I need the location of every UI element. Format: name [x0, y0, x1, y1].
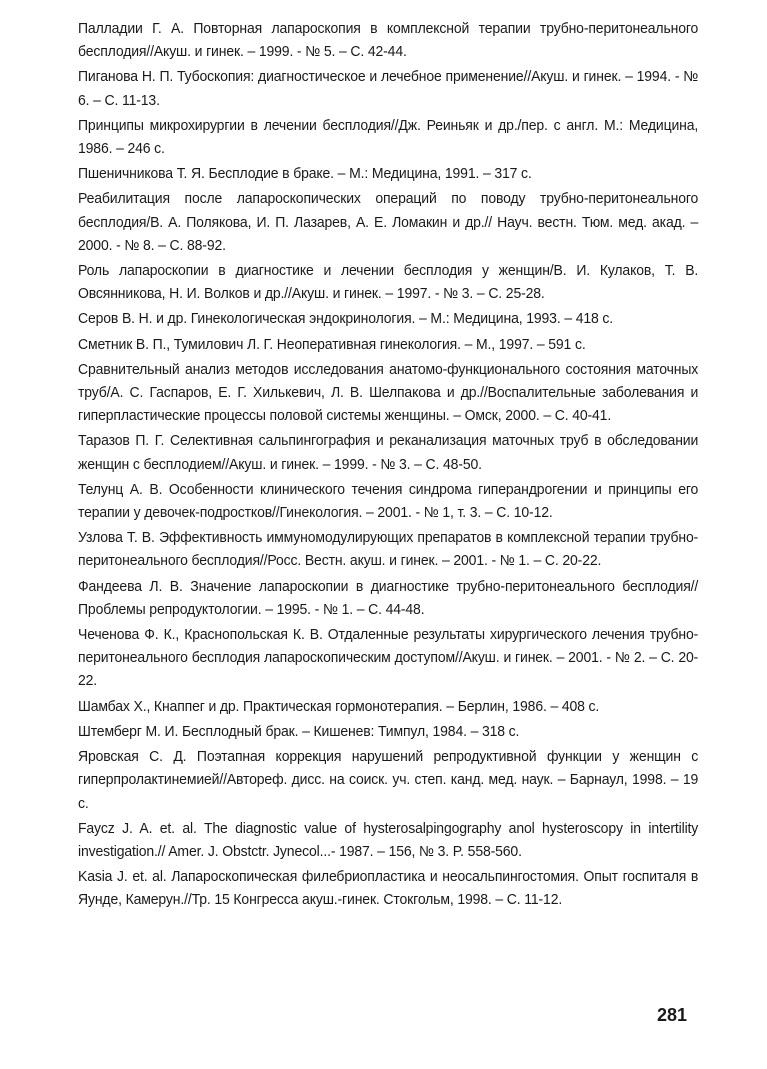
reference-entry: Телунц А. В. Особенности клинического течения синдрома гиперандрогении и принципы его терапии у девочек-подростков//Гинекология. – 2001. - № 1, т. 3. – С. 10-12. — [78, 481, 699, 522]
reference-entry: Чеченова Ф. К., Краснопольская К. В. Отдаленные результаты хирургического лечения трубно-перитонеального бесплодия лапароскопическим доступом//Акуш. и гинек. – 2001. - № 2. – С. 20-22. — [78, 627, 699, 690]
reference-entry: Узлова Т. В. Эффективность иммуномодулирующих препаратов в комплексной терапии трубно-перитонеального бесплодия//Росс. Вестн. акуш. и гинек. – 2001. - № 1. – С. 20-22. — [78, 530, 699, 570]
reference-entry: Роль лапароскопии в диагностике и лечении бесплодия у женщин/В. И. Кулаков, Т. В. Овсянникова, Н. И. Волков и др.//Акуш. и гинек. – 1997. - № 3. – С. 25-28. — [78, 263, 699, 303]
reference-list — [78, 18, 698, 915]
reference-entry: Палладии Г. А. Повторная лапароскопия в комплексной терапии трубно-перитонеального бесплодия//Акуш. и гинек. – 1999. - № 5. – С. 42-44. — [78, 21, 699, 61]
reference-entry: Пиганова Н. П. Тубоскопия: диагностическое и лечебное применение//Акуш. и гинек. – 1994. - № 6. – С. 11-13. — [78, 69, 699, 109]
reference-entry: Яровская С. Д. Поэтапная коррекция нарушений репродуктивной функции у женщин с гиперпролактинемией//Автореф. дисс. на соиск. уч. степ. канд. мед. наук. – Барнаул, 1998. – 19 с. — [78, 749, 699, 812]
reference-entry: Принципы микрохирургии в лечении бесплодия//Дж. Реиньяк и др./пер. с англ. М.: Медицина, 1986. – 246 с. — [78, 117, 699, 158]
reference-entry: Пшеничникова Т. Я. Бесплодие в браке. – М.: Медицина, 1991. – 317 с. — [78, 166, 532, 183]
reference-entry: Таразов П. Г. Селективная сальпингография и реканализация маточных труб в обследовании женщин с бесплодием//Акуш. и гинек. – 1999. - № 3. – С. 48-50. — [78, 433, 699, 473]
reference-entry: Фандеева Л. В. Значение лапароскопии в диагностике трубно-перитонеального бесплодия//Проблемы репродуктологии. – 1995. - № 1. – С. 44-48. — [78, 578, 699, 618]
reference-entry: Kasia J. et. al. Лапароскопическая филебриопластика и неосальпингостомия. Опыт госпиталя в Яунде, Камерун.//Тр. 15 Конгресса акуш.-гинек. Стокгольм, 1998. – С. 11-12. — [78, 869, 699, 909]
reference-entry: Сметник В. П., Тумилович Л. Г. Неоперативная гинекология. – М., 1997. – 591 с. — [78, 336, 586, 353]
reference-entry: Реабилитация после лапароскопических операций по поводу трубно-перитонеального бесплодия/В. А. Полякова, И. П. Лазарев, А. Е. Ломакин и др.// Науч. вестн. Тюм. мед. акад. – 2000. - № 8. – С. 88-92. — [78, 191, 699, 254]
reference-entry: Сравнительный анализ методов исследования анатомо-функционального состояния маточных труб/А. С. Гаспаров, Е. Г. Хилькевич, Л. В. Шелпакова и др.//Воспалительные заболевания и гиперпластические процессы половой системы женщины. – Омск, 2000. – С. 40-41. — [78, 361, 699, 425]
reference-entry: Шамбах Х., Кнаппег и др. Практическая гормонотерапия. – Берлин, 1986. – 408 с. — [78, 698, 600, 715]
page-number: 281 — [657, 1005, 688, 1025]
reference-entry: Серов В. Н. и др. Гинекологическая эндокринология. – М.: Медицина, 1993. – 418 с. — [78, 311, 614, 328]
reference-entry: Штемберг М. И. Бесплодный брак. – Кишенев: Тимпул, 1984. – 318 с. — [78, 723, 520, 740]
reference-entry: Faycz J. A. et. al. The diagnostic value of hysterosalpingography anol hysteroscopy in intertility investigation.// Amer. J. Obstctr. Jynecol...- 1987. – 156, № 3. P. 558-560. — [78, 820, 699, 860]
